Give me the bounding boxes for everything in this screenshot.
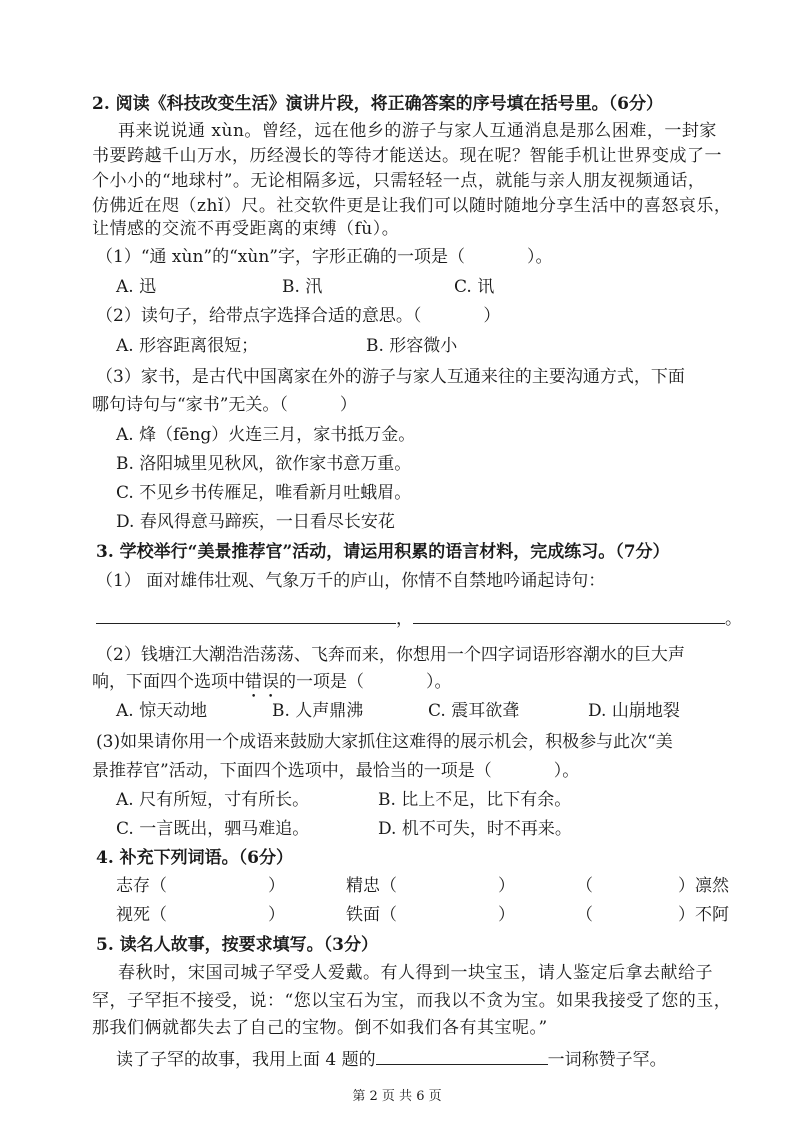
q3-sub3-option-d: D. 机不可失，时不再来。: [378, 819, 572, 839]
q3-sub2-option-a: A. 惊天动地: [116, 701, 208, 721]
q4-word-6-end: ）不阿: [678, 905, 729, 925]
q3-sub2-line2: 响，下面四个选项中错误的一项是（ ）。: [92, 672, 452, 692]
q4-word-4-end: ）: [268, 905, 285, 925]
q4-title: 4. 补充下列词语。（6分）: [96, 848, 293, 868]
q3-sub1-answer-line: ， 。: [96, 608, 742, 630]
q2-sub1-prompt: （1）“通 xùn”的“xùn”字，字形正确的一项是（ ）。: [96, 247, 553, 267]
q2-sub1-option-c: C. 讯: [454, 277, 495, 297]
q5-passage-line: 那我们俩就都失去了自己的宝物。倒不如我们各有其宝呢。”: [92, 1018, 548, 1038]
q3-sub1-prompt: （1） 面对雄伟壮观、气象万千的庐山，你情不自禁地吟诵起诗句：: [96, 571, 606, 591]
q3-sub3-line1: (3)如果请你用一个成语来鼓励大家抓住这难得的展示机会，积极参与此次“美: [96, 732, 673, 752]
q2-sub1-option-b: B. 汛: [282, 277, 323, 297]
q5-answer-line: 读了子罕的故事，我用上面 4 题的 一词称赞子罕。: [116, 1050, 667, 1070]
q2-sub3-prompt-line1: （3）家书，是古代中国离家在外的游子与家人互通来往的主要沟通方式，下面: [96, 367, 685, 387]
q3-sub2-option-c: C. 震耳欲聋: [428, 701, 520, 721]
q3-title: 3. 学校举行“美景推荐官”活动，请运用积累的语言材料，完成练习。（7分）: [96, 542, 670, 562]
q5-passage-line: 春秋时，宋国司城子罕受人爱戴。有人得到一块宝玉，请人鉴定后拿去献给子: [118, 963, 713, 983]
q2-sub3-option-a: A. 烽（fēng）火连三月，家书抵万金。: [116, 425, 416, 445]
q3-sub3-option-b: B. 比上不足，比下有余。: [378, 790, 572, 810]
q2-sub3-prompt-line2: 哪句诗句与“家书”无关。（ ）: [92, 395, 357, 415]
q4-word-3-end: ）凛然: [678, 876, 729, 896]
q2-passage-line: 仿佛近在咫（zhǐ）尺。社交软件更是让我们可以随时随地分享生活中的喜怒哀乐，: [92, 196, 732, 216]
q3-sub3-line2: 景推荐官”活动，下面四个选项中，最恰当的一项是（ ）。: [92, 761, 580, 781]
q2-sub3-option-b: B. 洛阳城里见秋风，欲作家书意万重。: [116, 454, 412, 474]
q4-word-1-end: ）: [268, 876, 285, 896]
q4-word-5-end: ）: [498, 905, 515, 925]
poem-blank-1[interactable]: [96, 609, 396, 624]
q3-sub3-option-c: C. 一言既出，驷马难追。: [116, 819, 310, 839]
q4-word-4-start: 视死（: [116, 905, 167, 925]
q2-sub3-option-d: D. 春风得意马蹄疾，一日看尽长安花: [116, 512, 395, 532]
q4-word-5-start: 铁面（: [346, 905, 397, 925]
word-blank[interactable]: [376, 1050, 548, 1065]
q2-sub1-option-a: A. 迅: [116, 277, 157, 297]
q3-sub2-option-b: B. 人声鼎沸: [272, 701, 364, 721]
q4-word-2-start: 精忠（: [346, 876, 397, 896]
q2-passage-line: 再来说说通 xùn。曾经，远在他乡的游子与家人互通消息是那么困难，一封家: [118, 121, 717, 141]
q2-sub2-option-b: B. 形容微小: [366, 336, 458, 356]
q4-word-1-start: 志存（: [116, 876, 167, 896]
page-footer: 第 2 页 共 6 页: [352, 1089, 442, 1104]
q3-sub2-line1: （2）钱塘江大潮浩浩荡荡、飞奔而来，你想用一个四字词语形容潮水的巨大声: [96, 645, 685, 665]
q2-passage-line: 书要跨越千山万水，历经漫长的等待才能送达。现在呢？智能手机让世界变成了一: [92, 146, 722, 166]
q5-passage-line: 罕，子罕拒不接受，说：“您以宝石为宝，而我以不贪为宝。如果我接受了您的玉，: [92, 991, 732, 1011]
q4-word-2-end: ）: [498, 876, 515, 896]
emphasized-word: 错误: [245, 672, 279, 692]
q2-passage-line: 让情感的交流不再受距离的束缚（fù）。: [92, 219, 400, 239]
q2-sub3-option-c: C. 不见乡书传雁足，唯看新月吐蛾眉。: [116, 483, 412, 503]
q2-sub2-option-a: A. 形容距离很短；: [116, 336, 259, 356]
q3-sub2-option-d: D. 山崩地裂: [588, 701, 680, 721]
q2-sub2-prompt: （2）读句子，给带点字选择合适的意思。（ ）: [96, 306, 501, 326]
q3-sub3-option-a: A. 尺有所短，寸有所长。: [116, 790, 310, 810]
poem-blank-2[interactable]: [413, 609, 725, 624]
q2-passage-line: 个小小的“地球村”。无论相隔多远，只需轻轻一点，就能与亲人朋友视频通话，: [92, 171, 706, 191]
q2-title: 2. 阅读《科技改变生活》演讲片段，将正确答案的序号填在括号里。（6分）: [92, 94, 663, 114]
q4-word-3-start: （: [576, 876, 593, 896]
q4-word-6-start: （: [576, 905, 593, 925]
q5-title: 5. 读名人故事，按要求填写。（3分）: [96, 935, 378, 955]
